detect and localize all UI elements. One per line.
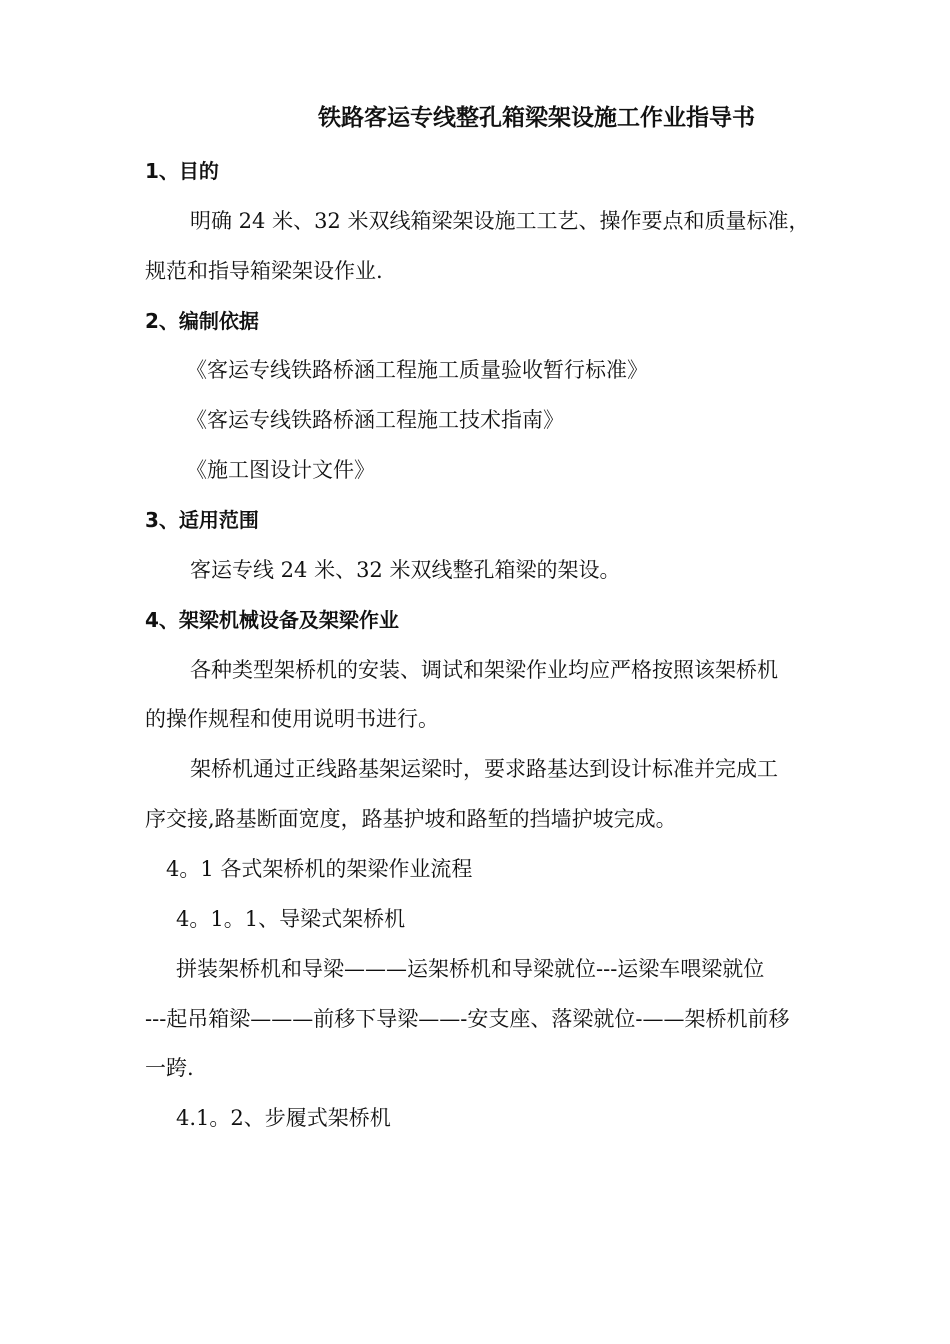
reference-2: 《客运专线铁路桥涵工程施工技术指南》: [186, 408, 564, 432]
flow-line-2: ---起吊箱梁———前移下导梁——-安支座、落梁就位-——架桥机前移: [145, 1007, 790, 1031]
flow-line-3: 一跨.: [145, 1056, 194, 1080]
section-4-paragraph-2-line-2: 序交接,路基断面宽度，路基护坡和路堑的挡墙护坡完成。: [145, 807, 677, 831]
subsection-4-1-1-heading: 4。1。1、导梁式架桥机: [176, 907, 406, 931]
subsection-4-1-2-heading: 4.1。2、步履式架桥机: [176, 1106, 391, 1130]
flow-line-1: 拼装架桥机和导梁———运架桥机和导梁就位---运梁车喂梁就位: [176, 957, 765, 981]
subsection-4-1-heading: 4。1 各式架桥机的架梁作业流程: [166, 857, 473, 881]
section-4-paragraph-1-line-1: 各种类型架桥机的安装、调试和架梁作业均应严格按照该架桥机: [190, 658, 778, 682]
section-4-paragraph-2-line-1: 架桥机通过正线路基架运梁时，要求路基达到设计标准并完成工: [190, 757, 778, 781]
section-1-heading: 1、目的: [145, 159, 219, 183]
document-title: 铁路客运专线整孔箱梁架设施工作业指导书: [318, 105, 755, 131]
section-1-paragraph-line-1: 明确 24 米、32 米双线箱梁架设施工工艺、操作要点和质量标准，: [190, 209, 810, 233]
section-1-paragraph-line-2: 规范和指导箱梁架设作业.: [145, 259, 383, 283]
section-4-heading: 4、架梁机械设备及架梁作业: [145, 608, 399, 632]
section-4-paragraph-1-line-2: 的操作规程和使用说明书进行。: [145, 707, 439, 731]
section-3-heading: 3、适用范围: [145, 508, 259, 532]
reference-1: 《客运专线铁路桥涵工程施工质量验收暂行标准》: [186, 358, 648, 382]
section-2-heading: 2、编制依据: [145, 309, 259, 333]
section-3-paragraph: 客运专线 24 米、32 米双线整孔箱梁的架设。: [190, 558, 621, 582]
reference-3: 《施工图设计文件》: [186, 458, 375, 482]
